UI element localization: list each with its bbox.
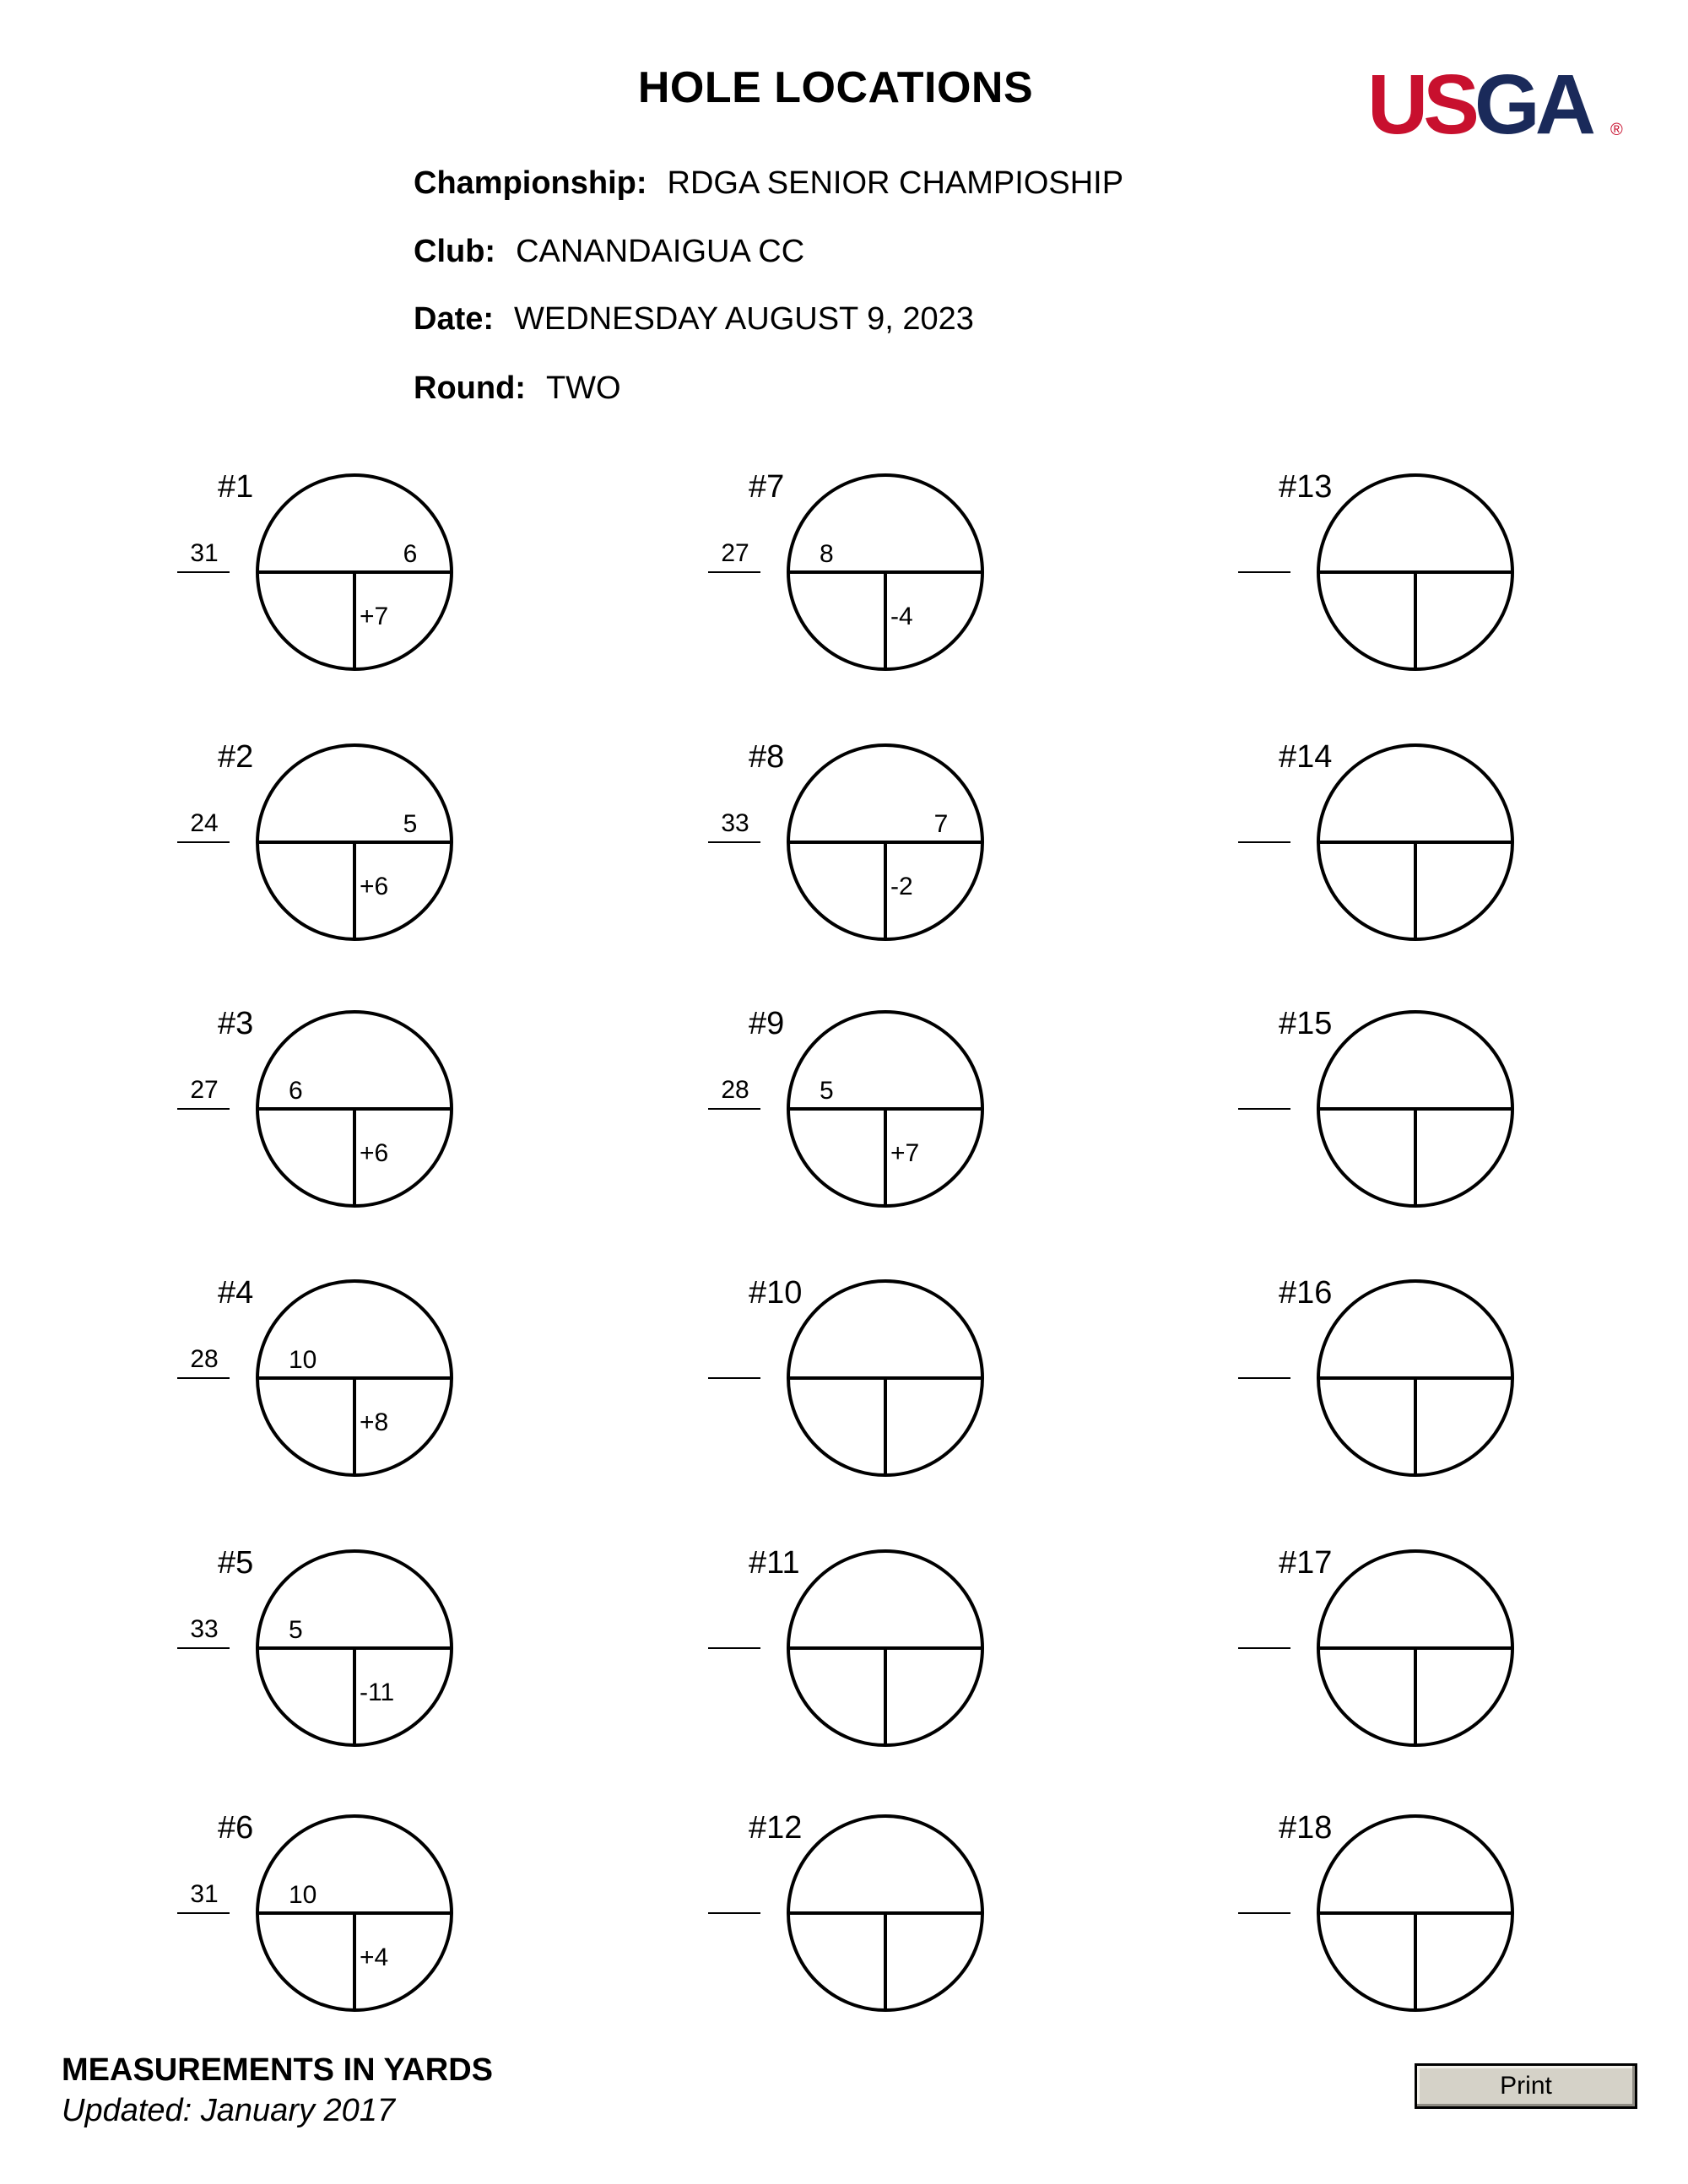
hole-offset-value: +4 <box>360 1943 389 1971</box>
hole-offset-value: +6 <box>360 873 389 900</box>
hole-label: #9 <box>749 1006 785 1041</box>
hole-label: #18 <box>1279 1810 1333 1846</box>
date-label: Date: <box>414 301 495 337</box>
hole-diagram <box>255 1814 454 2013</box>
hole-depth-value: 28 <box>190 1345 219 1373</box>
hole-depth-value: 27 <box>721 539 749 567</box>
hole-diagram <box>786 1549 985 1748</box>
green-circle-icon <box>255 1814 454 2013</box>
print-button[interactable]: Print <box>1415 2063 1637 2109</box>
club-label: Club: <box>414 234 496 269</box>
hole-offset-value: -2 <box>890 873 913 900</box>
green-circle-icon <box>255 743 454 942</box>
hole-depth-line <box>177 1108 230 1110</box>
hole-label: #17 <box>1279 1545 1333 1581</box>
hole-diagram <box>255 473 454 672</box>
hole-depth-line <box>1238 841 1290 843</box>
hole-depth-line <box>177 841 230 843</box>
hole-diagram <box>1316 1814 1515 2013</box>
green-circle-icon <box>786 473 985 672</box>
hole-depth-value: 33 <box>190 1615 219 1643</box>
hole-label: #13 <box>1279 469 1333 505</box>
green-circle-icon <box>255 1549 454 1748</box>
hole-diagram <box>786 1814 985 2013</box>
hole-label: #4 <box>218 1275 254 1311</box>
green-circle-icon <box>786 1279 985 1478</box>
registered-mark: ® <box>1610 121 1623 139</box>
hole-offset-value: +7 <box>360 603 389 630</box>
championship-label: Championship: <box>414 165 647 201</box>
hole-diagram <box>1316 1549 1515 1748</box>
green-circle-icon <box>1316 743 1515 942</box>
hole-depth-line <box>708 1912 760 1914</box>
green-circle-icon <box>1316 1279 1515 1478</box>
hole-label: #11 <box>749 1545 800 1581</box>
hole-depth-line <box>708 571 760 573</box>
hole-depth-value: 31 <box>190 539 219 567</box>
hole-depth-line <box>1238 571 1290 573</box>
green-circle-icon <box>786 1549 985 1748</box>
round-row <box>414 370 621 407</box>
championship-row <box>414 165 1123 202</box>
club-row <box>414 234 804 270</box>
svg-text:USGA: USGA <box>1367 59 1591 143</box>
hole-depth-line <box>708 841 760 843</box>
hole-left-value: 10 <box>289 1881 317 1909</box>
green-circle-icon <box>255 1009 454 1208</box>
green-circle-icon <box>1316 473 1515 672</box>
hole-right-value: 7 <box>933 810 949 838</box>
hole-right-value: 6 <box>403 540 418 568</box>
hole-diagram <box>255 1009 454 1208</box>
hole-depth-value: 24 <box>190 809 219 837</box>
hole-depth-line <box>1238 1108 1290 1110</box>
green-circle-icon <box>255 473 454 672</box>
green-circle-icon <box>255 1279 454 1478</box>
hole-label: #12 <box>749 1810 803 1846</box>
hole-label: #7 <box>749 469 785 505</box>
hole-diagram <box>786 743 985 942</box>
green-circle-icon <box>786 743 985 942</box>
hole-right-value: 5 <box>403 810 418 838</box>
date-value: WEDNESDAY AUGUST 9, 2023 <box>514 301 974 337</box>
club-value: CANANDAIGUA CC <box>516 234 805 269</box>
hole-depth-line <box>708 1377 760 1379</box>
hole-diagram <box>786 1279 985 1478</box>
hole-offset-value: -11 <box>360 1679 395 1706</box>
hole-depth-value: 33 <box>721 809 749 837</box>
hole-offset-value: +8 <box>360 1408 389 1436</box>
hole-label: #14 <box>1279 739 1333 775</box>
green-circle-icon <box>1316 1549 1515 1748</box>
hole-depth-line <box>708 1108 760 1110</box>
hole-diagram <box>786 473 985 672</box>
updated-note: Updated: January 2017 <box>62 2093 396 2128</box>
hole-label: #2 <box>218 739 254 775</box>
hole-depth-value: 27 <box>190 1076 219 1104</box>
hole-label: #16 <box>1279 1275 1333 1311</box>
hole-left-value: 8 <box>820 540 834 568</box>
hole-depth-line <box>177 571 230 573</box>
hole-depth-line <box>1238 1912 1290 1914</box>
hole-left-value: 10 <box>289 1346 317 1374</box>
hole-label: #1 <box>218 469 254 505</box>
hole-offset-value: +7 <box>890 1139 920 1167</box>
hole-left-value: 5 <box>289 1616 303 1644</box>
hole-depth-line <box>708 1647 760 1649</box>
hole-label: #8 <box>749 739 785 775</box>
round-label: Round: <box>414 370 526 406</box>
hole-diagram <box>1316 1279 1515 1478</box>
hole-offset-value: +6 <box>360 1139 389 1167</box>
hole-depth-line <box>1238 1377 1290 1379</box>
measurements-note: MEASUREMENTS IN YARDS <box>62 2052 493 2088</box>
hole-diagram <box>255 1279 454 1478</box>
hole-depth-value: 31 <box>190 1880 219 1908</box>
date-row <box>414 301 974 338</box>
hole-diagram <box>1316 473 1515 672</box>
hole-label: #10 <box>749 1275 803 1311</box>
hole-depth-value: 28 <box>721 1076 749 1104</box>
page-title: HOLE LOCATIONS <box>637 63 1034 112</box>
hole-label: #5 <box>218 1545 254 1581</box>
hole-left-value: 6 <box>289 1077 303 1105</box>
hole-label: #3 <box>218 1006 254 1041</box>
hole-left-value: 5 <box>820 1077 834 1105</box>
green-circle-icon <box>786 1009 985 1208</box>
championship-value: RDGA SENIOR CHAMPIOSHIP <box>667 165 1124 201</box>
usga-logo <box>1367 59 1637 148</box>
green-circle-icon <box>786 1814 985 2013</box>
hole-depth-line <box>177 1377 230 1379</box>
hole-label: #6 <box>218 1810 254 1846</box>
hole-label: #15 <box>1279 1006 1333 1041</box>
green-circle-icon <box>1316 1009 1515 1208</box>
hole-diagram <box>1316 1009 1515 1208</box>
hole-diagram <box>255 743 454 942</box>
green-circle-icon <box>1316 1814 1515 2013</box>
hole-diagram <box>786 1009 985 1208</box>
hole-offset-value: -4 <box>890 603 913 630</box>
round-value: TWO <box>545 370 621 406</box>
hole-depth-line <box>177 1647 230 1649</box>
hole-depth-line <box>1238 1647 1290 1649</box>
hole-diagram <box>1316 743 1515 942</box>
hole-diagram <box>255 1549 454 1748</box>
hole-depth-line <box>177 1912 230 1914</box>
